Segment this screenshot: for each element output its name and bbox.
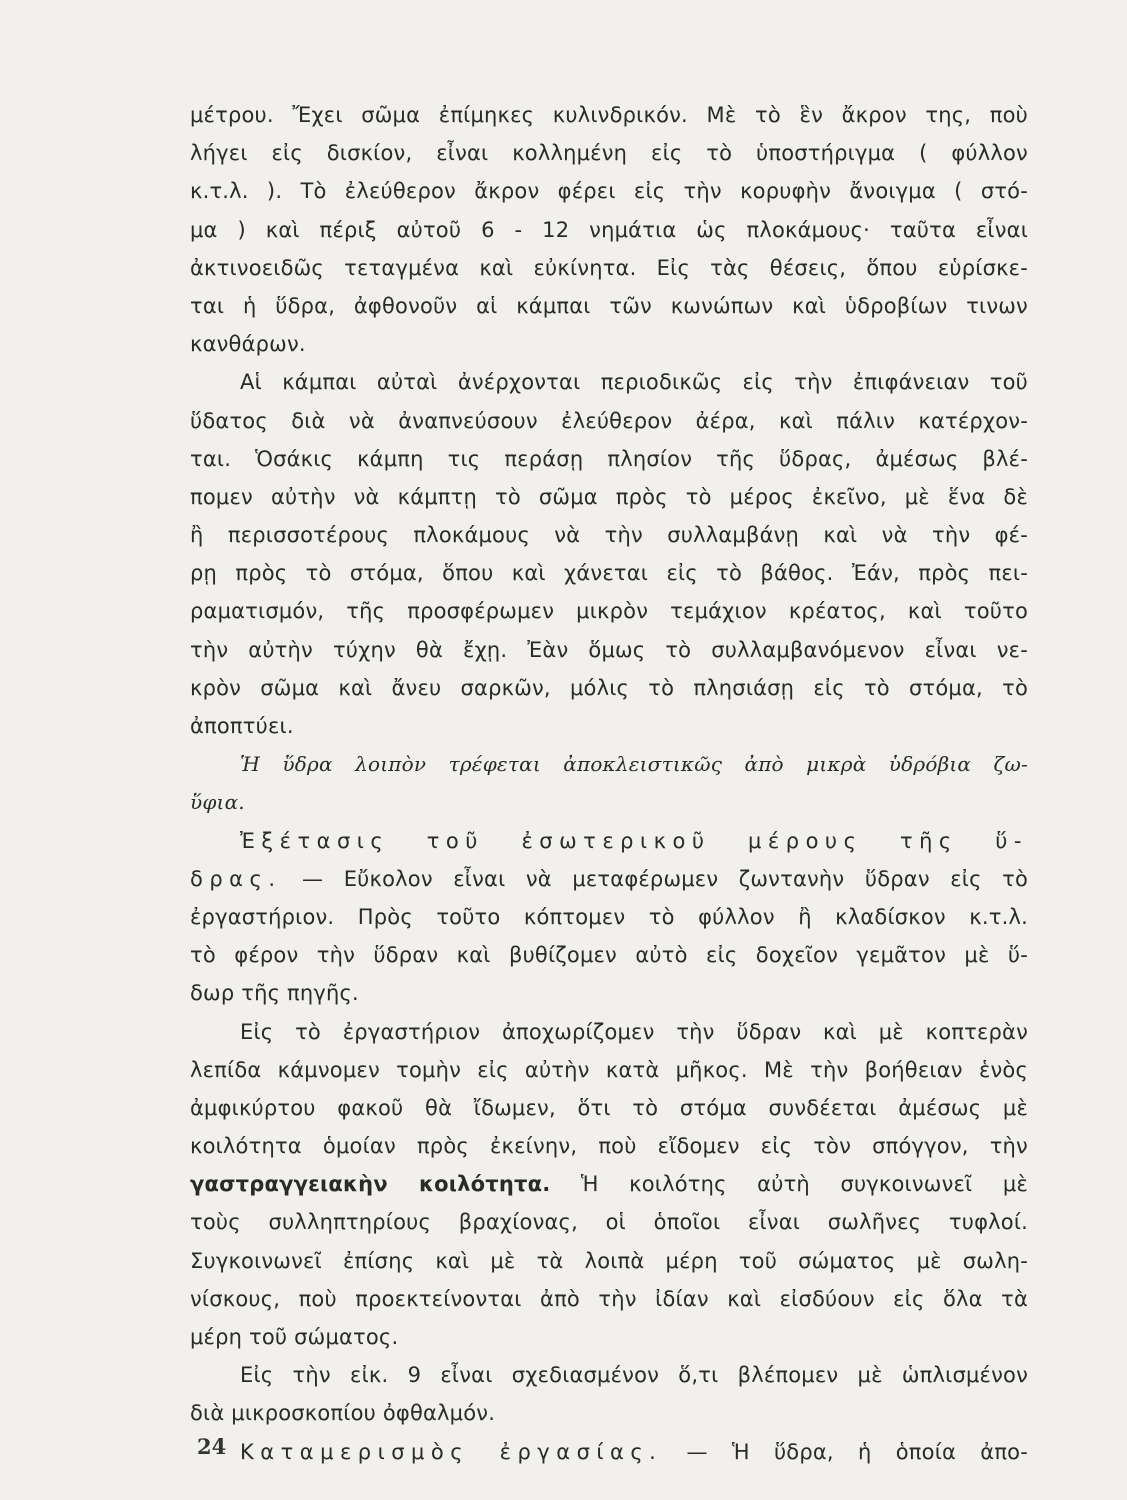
text-line: ται ἡ ὕδρα, ἀφθονοῦν αἱ κάμπαι τῶν κωνώπων καὶ ὑδροβίων τινων xyxy=(190,293,1028,318)
text-line: μα ) καὶ πέριξ αὐτοῦ 6 - 12 νημάτια ὡς πλοκάμους· ταῦτα εἶναι xyxy=(190,217,1028,242)
text-run: Ἡ κοιλότης αὐτὴ συγκοινωνεῖ μὲ xyxy=(550,1172,1028,1197)
text-line: ἀμφικύρτου φακοῦ θὰ ἴδωμεν, ὅτι τὸ στόμα συνδέεται ἀμέσως μὲ xyxy=(190,1095,1028,1120)
text-line: Εἰς τὴν εἰκ. 9 εἶναι σχεδιασμένον ὅ,τι βλέπομεν μὲ ὡπλισμένον xyxy=(240,1363,1028,1388)
body-text xyxy=(190,96,1028,1471)
text-line: κανθάρων. xyxy=(190,332,306,357)
text-line: ται. Ὁσάκις κάμπη τις περάσῃ πλησίον τῆς ὕδρας, ἀμέσως βλέ- xyxy=(190,446,1028,471)
text-line: μέρη τοῦ σώματος. xyxy=(190,1325,399,1349)
text-line: ραματισμόν, τῆς προσφέρωμεν μικρὸν τεμάχιον κρέατος, καὶ τοῦτο xyxy=(190,599,1028,624)
text-line: ρῃ πρὸς τὸ στόμα, ὅπου καὶ χάνεται εἰς τὸ βάθος. Ἐάν, πρὸς πει- xyxy=(190,561,1028,586)
text-line: ἀποπτύει. xyxy=(190,714,294,738)
text-run: — Εὔκολον εἶναι νὰ μεταφέρωμεν ζωντανὴν ὕδραν εἰς τὸ xyxy=(281,866,1028,891)
section-heading: Καταμερισμὸς ἐργασίας. xyxy=(240,1439,663,1464)
text-line: κ.τ.λ. ). Τὸ ἐλεύθερον ἄκρον φέρει εἰς τὴν κορυφὴν ἄνοιγμα ( στό- xyxy=(190,179,1028,204)
text-line: Αἱ κάμπαι αὐταὶ ἀνέρχονται περιοδικῶς εἰς τὴν ἐπιφάνειαν τοῦ xyxy=(240,370,1028,395)
italic-line: Ἡ ὕδρα λοιπὸν τρέφεται ἀποκλειστικῶς ἀπὸ μικρὰ ὑδρόβια ζω- xyxy=(240,752,1028,777)
text-line: κοιλότητα ὁμοίαν πρὸς ἐκείνην, ποὺ εἴδομεν εἰς τὸν σπόγγον, τὴν xyxy=(190,1134,1028,1159)
text-line: λήγει εἰς δισκίον, εἶναι κολλημένη εἰς τὸ ὑποστήριγμα ( φύλλον xyxy=(190,141,1028,166)
section-heading: Ἐξέτασις τοῦ ἐσωτερικοῦ μέρους τῆς ὕ- xyxy=(240,828,1028,853)
page-number: 24 xyxy=(197,1434,227,1459)
text-line: τὴν αὐτὴν τύχην θὰ ἔχῃ. Ἐὰν ὅμως τὸ συλλαμβανόμενον εἶναι νε- xyxy=(190,637,1028,662)
text-line xyxy=(190,1165,1028,1203)
text-line: ἀκτινοειδῶς τεταγμένα καὶ εὐκίνητα. Εἰς τὰς θέσεις, ὅπου εὑρίσκε- xyxy=(190,255,1028,280)
text-run: — Ἡ ὕδρα, ἡ ὁποία ἀπο- xyxy=(662,1439,1028,1464)
text-line: κρὸν σῶμα καὶ ἄνευ σαρκῶν, μόλις τὸ πλησιάσῃ εἰς τὸ στόμα, τὸ xyxy=(190,675,1028,700)
text-line xyxy=(190,860,1028,898)
bold-term: γαστραγγειακὴν κοιλότητα. xyxy=(190,1172,551,1197)
text-line: διὰ μικροσκοπίου ὀφθαλμόν. xyxy=(190,1401,496,1426)
text-line xyxy=(190,1433,1028,1471)
section-heading-end: δρας. xyxy=(190,866,282,891)
text-line: τὸ φέρον τὴν ὕδραν καὶ βυθίζομεν αὐτὸ εἰς δοχεῖον γεμᾶτον μὲ ὕ- xyxy=(190,943,1028,968)
text-line: μέτρου. Ἔχει σῶμα ἐπίμηκες κυλινδρικόν. Μὲ τὸ ἓν ἄκρον της, ποὺ xyxy=(190,103,1028,127)
text-line: νίσκους, ποὺ προεκτείνονται ἀπὸ τὴν ἰδίαν καὶ εἰσδύουν εἰς ὅλα τὰ xyxy=(190,1286,1028,1311)
text-line: δωρ τῆς πηγῆς. xyxy=(190,981,359,1006)
text-line: Συγκοινωνεῖ ἐπίσης καὶ μὲ τὰ λοιπὰ μέρη τοῦ σώματος μὲ σωλη- xyxy=(190,1248,1028,1273)
text-line: λεπίδα κάμνομεν τομὴν εἰς αὐτὴν κατὰ μῆκος. Μὲ τὴν βοήθειαν ἑνὸς xyxy=(190,1057,1028,1082)
text-line: ἐργαστήριον. Πρὸς τοῦτο κόπτομεν τὸ φύλλον ἢ κλαδίσκον κ.τ.λ. xyxy=(190,904,1028,929)
text-line: Εἰς τὸ ἐργαστήριον ἀποχωρίζομεν τὴν ὕδραν καὶ μὲ κοπτερὰν xyxy=(240,1019,1028,1044)
italic-line: ὕφια. xyxy=(190,790,245,815)
text-line: πομεν αὐτὴν νὰ κάμπτῃ τὸ σῶμα πρὸς τὸ μέρος ἐκεῖνο, μὲ ἕνα δὲ xyxy=(190,484,1028,509)
text-line: τοὺς συλληπτηρίους βραχίονας, οἱ ὁποῖοι εἶναι σωλῆνες τυφλοί. xyxy=(190,1210,1028,1235)
text-line: ὕδατος διὰ νὰ ἀναπνεύσουν ἐλεύθερον ἀέρα, καὶ πάλιν κατέρχον- xyxy=(190,408,1028,433)
text-line: ἢ περισσοτέρους πλοκάμους νὰ τὴν συλλαμβάνῃ καὶ νὰ τὴν φέ- xyxy=(190,523,1028,548)
